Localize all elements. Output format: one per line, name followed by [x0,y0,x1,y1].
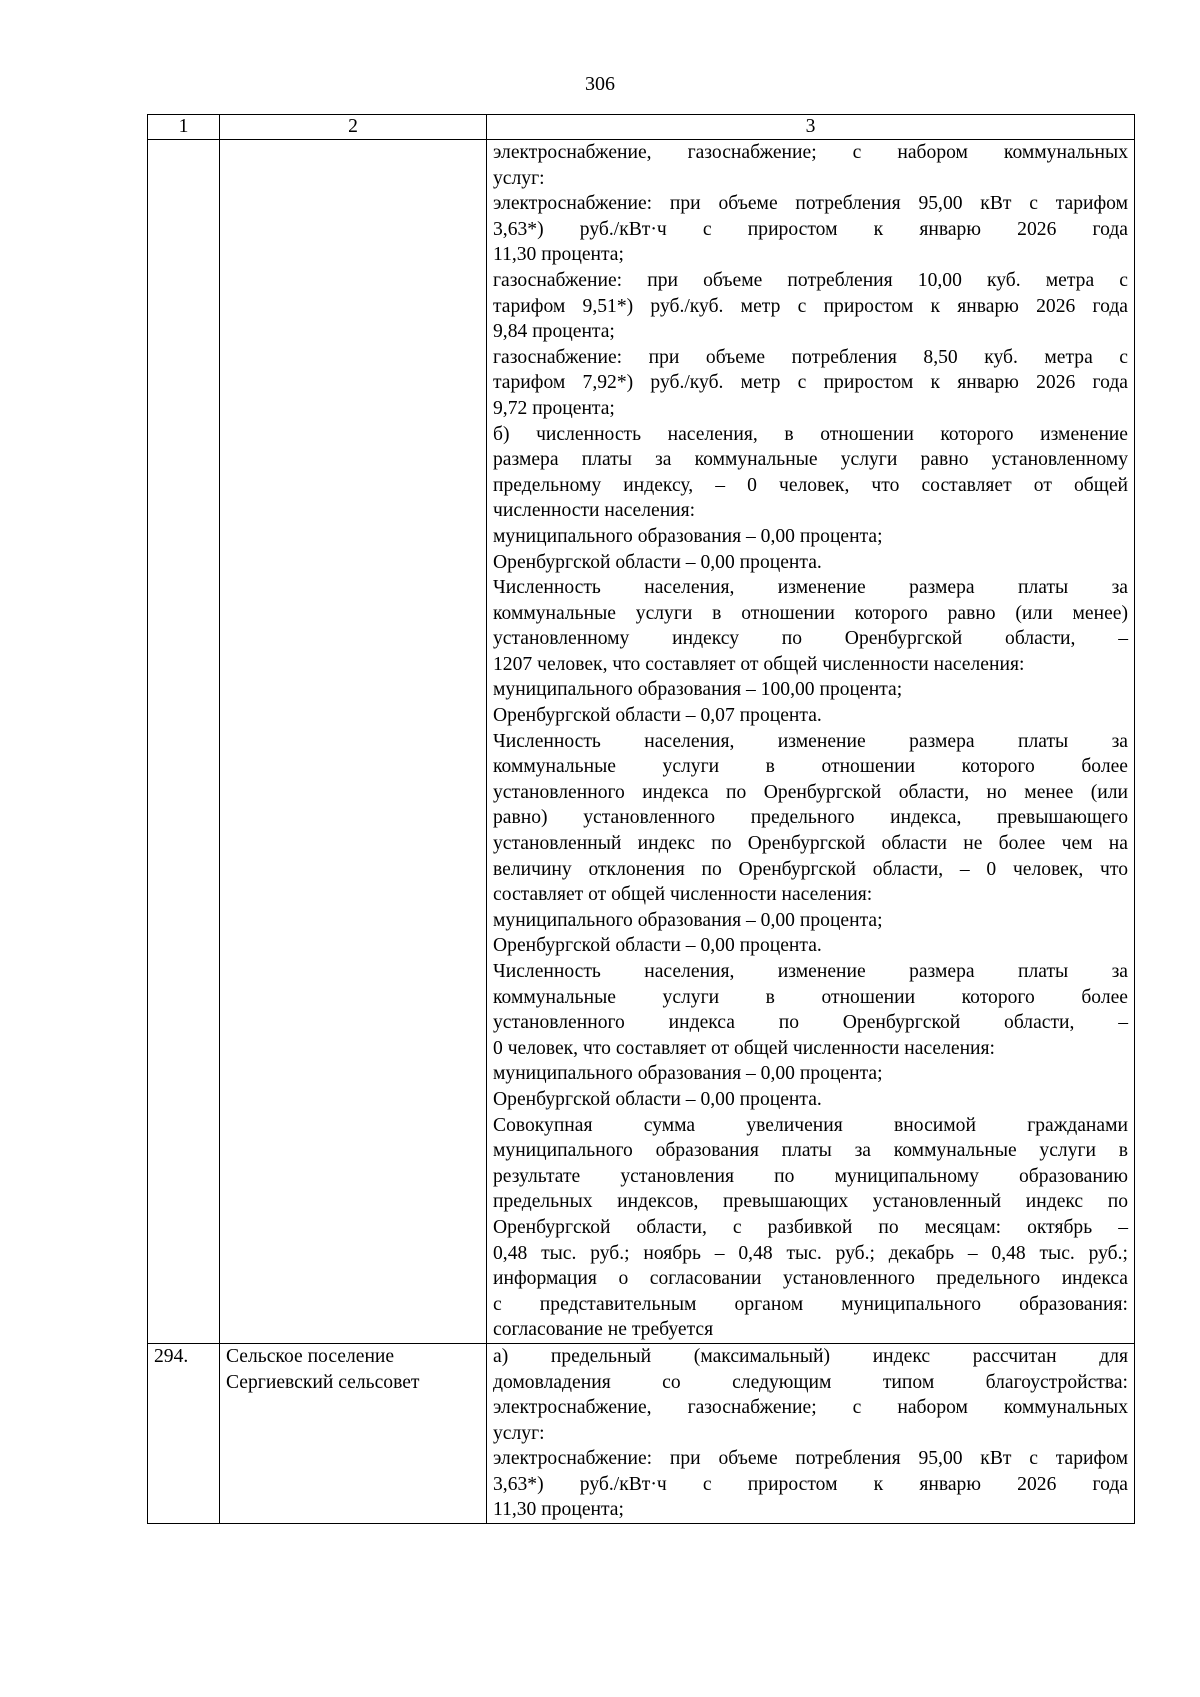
description-line: Оренбургской области – 0,00 процента. [493,1088,822,1110]
description-line: 11,30 процента; [493,244,624,266]
description-line: предельных индексов, превышающих установленный индекс по [493,1191,1128,1213]
description-line: Совокупная сумма увеличения вносимой гражданами [493,1114,1128,1136]
description-line: муниципального образования – 0,00 процента; [493,525,883,547]
description-line: услуг: [493,167,545,189]
municipality-name-line: Сергиевский сельсовет [226,1371,420,1393]
description-line: б) численность населения, в отношении которого изменение [493,423,1128,445]
description-line: размера платы за коммунальные услуги равно установленному [493,449,1128,471]
column-header-3: 3 [487,115,1135,140]
description-line: 3,63*) руб./кВт·ч с приростом к январю 2026 года [493,1473,1128,1495]
description-line: газоснабжение: при объеме потребления 10,00 куб. метра с [493,269,1128,291]
description-line: муниципального образования платы за коммунальные услуги в [493,1140,1128,1162]
description-line: величину отклонения по Оренбургской области, – 0 человек, что [493,858,1128,880]
description-line: домовладения со следующим типом благоустройства: [493,1371,1128,1393]
description-line: 0,48 тыс. руб.; ноябрь – 0,48 тыс. руб.; декабрь – 0,48 тыс. руб.; [493,1242,1128,1264]
description-line: 11,30 процента; [493,1499,624,1521]
description-line: электроснабжение: при объеме потребления 95,00 кВт с тарифом [493,1448,1128,1470]
description-line: 9,72 процента; [493,397,615,419]
description-line: газоснабжение: при объеме потребления 8,50 куб. метра с [493,346,1128,368]
description-line: 3,63*) руб./кВт·ч с приростом к январю 2026 года [493,218,1128,240]
description-line: электроснабжение: при объеме потребления 95,00 кВт с тарифом [493,193,1128,215]
municipality-name-line: Сельское поселение [226,1345,395,1367]
description-cell [487,140,1135,1344]
description-line: Оренбургской области – 0,00 процента. [493,935,822,957]
description-line: равно) установленного предельного индекса, превышающего [493,807,1128,829]
description-line: Численность населения, изменение размера платы за [493,577,1128,599]
description-line: предельному индексу, – 0 человек, что составляет от общей [493,474,1128,496]
description-line: электроснабжение, газоснабжение; с набором коммунальных [493,1397,1128,1419]
description-line: коммунальные услуги в отношении которого равно (или менее) [493,602,1128,624]
description-line: установленный индекс по Оренбургской области не более чем на [493,833,1128,855]
description-line: коммунальные услуги в отношении которого более [493,756,1128,778]
description-line: Оренбургской области, с разбивкой по месяцам: октябрь – [493,1216,1128,1238]
description-line: услуг: [493,1422,545,1444]
description-line: Оренбургской области – 0,00 процента. [493,551,822,573]
description-line: тарифом 9,51*) руб./куб. метр с приростом к январю 2026 года [493,295,1128,317]
description-line: 9,84 процента; [493,321,615,343]
row-number-cell [148,140,220,1344]
column-header-1: 1 [148,115,220,140]
table-header-row [148,115,1135,140]
description-line: 0 человек, что составляет от общей численности населения: [493,1037,996,1059]
description-line: численности населения: [493,500,696,522]
table-row [148,1343,1135,1523]
description-cell [487,1343,1135,1523]
row-number-cell: 294. [148,1343,220,1523]
data-table [147,114,1135,1524]
description-line: муниципального образования – 0,00 процента; [493,1063,883,1085]
description-line: Численность населения, изменение размера платы за [493,961,1128,982]
description-line: результате установления по муниципальному образованию [493,1165,1128,1187]
municipality-name-cell [220,1343,487,1523]
page-number: 306 [585,73,615,95]
description-line: муниципального образования – 0,00 процента; [493,909,883,931]
description-line: установленного индекса по Оренбургской области, – [493,1012,1128,1034]
table-row [148,140,1135,1344]
description-line: 1207 человек, что составляет от общей численности населения: [493,653,1025,675]
description-line: Численность населения, изменение размера платы за [493,730,1128,752]
description-line: а) предельный (максимальный) индекс рассчитан для [493,1345,1128,1367]
description-line: установленного индекса по Оренбургской области, но менее (или [493,781,1128,803]
description-line: коммунальные услуги в отношении которого более [493,986,1128,1008]
description-line: установленному индексу по Оренбургской области, – [493,628,1128,650]
description-line: тарифом 7,92*) руб./куб. метр с приростом к январю 2026 года [493,372,1128,394]
table-body [148,115,1135,1524]
description-line: с представительным органом муниципального образования: [493,1293,1128,1315]
description-line: составляет от общей численности населения: [493,884,873,906]
description-line: электроснабжение, газоснабжение; с набором коммунальных [493,142,1128,163]
column-header-2: 2 [220,115,487,140]
description-line: согласование не требуется [493,1319,714,1341]
description-line: информация о согласовании установленного предельного индекса [493,1268,1128,1290]
description-line: Оренбургской области – 0,07 процента. [493,705,822,727]
municipality-name-cell [220,140,487,1344]
description-line: муниципального образования – 100,00 процента; [493,679,903,701]
